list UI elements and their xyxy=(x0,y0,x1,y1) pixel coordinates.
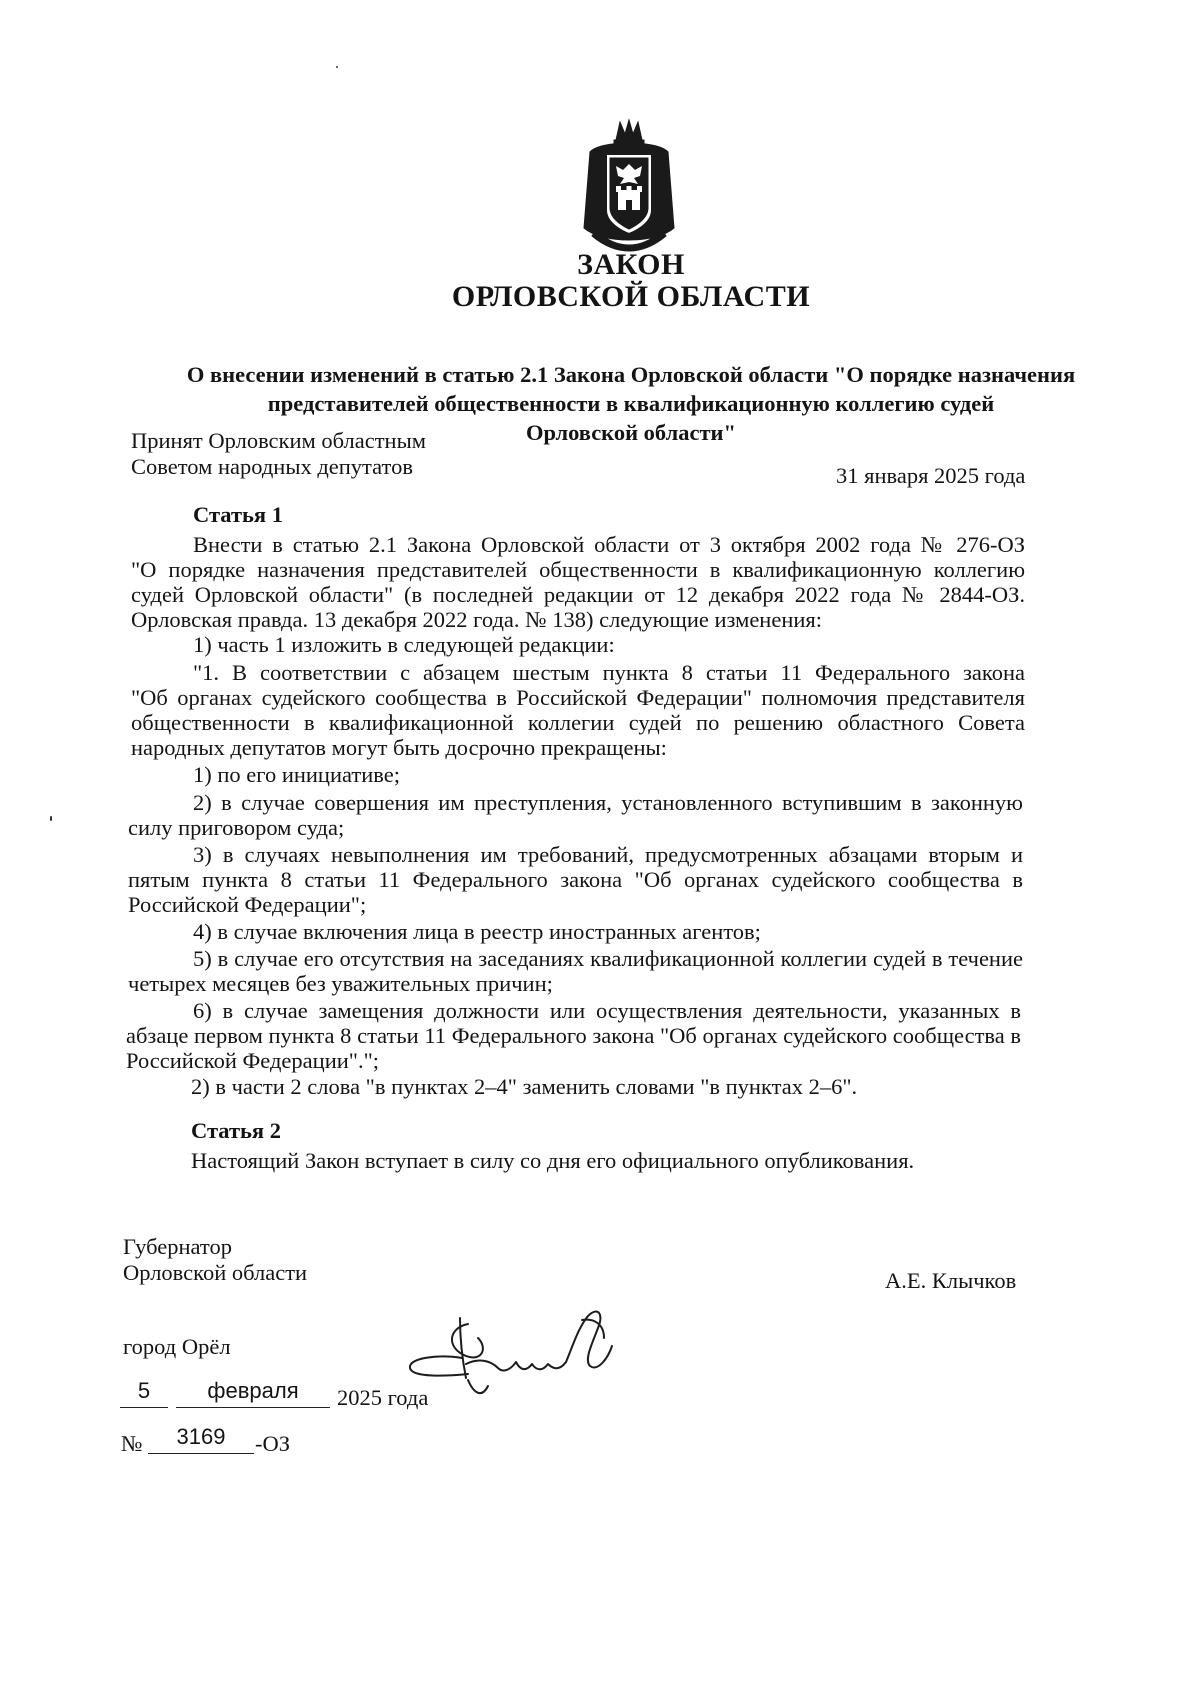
article1-line: абзаце первом пункта 8 статьи 11 Федерального закона "Об органах судейского сообщества в xyxy=(126,1023,1021,1048)
scan-speck xyxy=(50,816,52,821)
date-month-field: февраля xyxy=(176,1377,330,1408)
article1-line: 1) по его инициативе; xyxy=(193,762,401,787)
law-number-field: 3169 xyxy=(148,1423,254,1454)
adoption-date: 31 января 2025 года xyxy=(836,463,1026,488)
article1-line: судей Орловской области" (в последней редакции от 12 декабря 2022 года № 2844-ОЗ. xyxy=(131,582,1025,607)
article1-line: 4) в случае включения лица в реестр иностранных агентов; xyxy=(193,919,761,944)
article1-line: четырех месяцев без уважительных причин; xyxy=(128,971,553,996)
article1-line: 1) часть 1 изложить в следующей редакции: xyxy=(193,632,615,657)
article2-text: Настоящий Закон вступает в силу со дня его официального опубликования. xyxy=(191,1148,915,1173)
article1-line: "Об органах судейского сообщества в Российской Федерации" полномочия представителя xyxy=(131,685,1025,710)
document-title-region: ОРЛОВСКОЙ ОБЛАСТИ xyxy=(451,280,811,313)
article1-line: Внести в статью 2.1 Закона Орловской области от 3 октября 2002 года № 276-ОЗ xyxy=(193,532,1025,557)
article1-line: Российской Федерации"; xyxy=(128,892,367,917)
number-prefix: № xyxy=(121,1431,143,1456)
article1-line: общественности в квалификационной коллегии судей по решению областного Совета xyxy=(131,710,1025,735)
article1-line: пятым пункта 8 статьи 11 Федерального закона "Об органах судейского сообщества в xyxy=(128,867,1023,892)
article1-line: 2) в случае совершения им преступления, установленного вступившим в законную xyxy=(193,790,1023,815)
adopted-by-line1: Принят Орловским областным xyxy=(131,428,426,453)
article1-line: 2) в части 2 слова "в пунктах 2–4" заменить словами "в пунктах 2–6". xyxy=(191,1074,858,1099)
article1-line: силу приговором суда; xyxy=(128,815,345,840)
handwritten-signature-icon xyxy=(408,1298,648,1418)
article1-line: 3) в случаях невыполнения им требований, предусмотренных абзацами вторым и xyxy=(193,842,1023,867)
article1-line: 5) в случае его отсутствия на заседаниях квалификационной коллегии судей в течение xyxy=(193,946,1023,971)
city-label: город Орёл xyxy=(123,1334,231,1359)
date-day-field: 5 xyxy=(120,1377,168,1408)
article1-line: народных депутатов могут быть досрочно прекращены: xyxy=(131,735,667,760)
governor-name: А.Е. Клычков xyxy=(885,1268,1017,1293)
scan-speck xyxy=(336,66,338,68)
article1-line: "1. В соответствии с абзацем шестым пункта 8 статьи 11 Федерального закона xyxy=(193,660,1025,685)
subtitle-line: представителей общественности в квалификационную коллегию судей xyxy=(267,391,995,416)
adopted-by-line2: Советом народных депутатов xyxy=(131,454,413,479)
article1-line: Орловская правда. 13 декабря 2022 года. № 138) следующие изменения: xyxy=(131,607,823,632)
date-year-label: 2025 года xyxy=(337,1385,429,1410)
subtitle-line: Орловской области" xyxy=(526,420,736,445)
article1-line: 6) в случае замещения должности или осуществления деятельности, указанных в xyxy=(193,998,1021,1023)
document-title: ЗАКОН xyxy=(577,248,685,281)
article1-line: Российской Федерации"."; xyxy=(126,1048,380,1073)
subtitle-line: О внесении изменений в статью 2.1 Закона Орловской области "О порядке назначения xyxy=(186,362,1076,387)
article1-line: "О порядке назначения представителей общественности в квалификационную коллегию xyxy=(131,557,1025,582)
article1-heading: Статья 1 xyxy=(193,502,283,527)
governor-region: Орловской области xyxy=(123,1260,308,1285)
number-suffix: -ОЗ xyxy=(255,1431,291,1456)
article2-heading: Статья 2 xyxy=(191,1118,281,1143)
orel-oblast-coat-of-arms-icon xyxy=(576,118,682,253)
governor-title: Губернатор xyxy=(123,1234,232,1259)
